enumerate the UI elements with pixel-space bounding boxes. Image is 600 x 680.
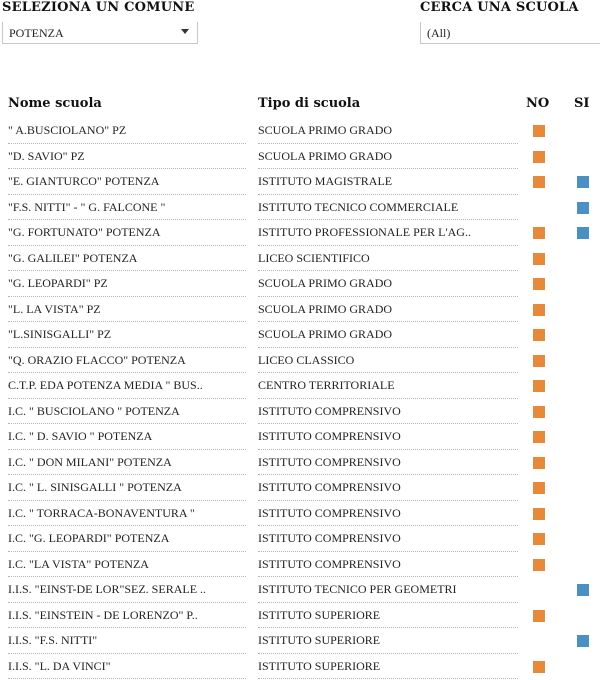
si-cell bbox=[573, 144, 593, 170]
header-nome-scuola[interactable]: Nome scuola bbox=[8, 96, 102, 111]
table-row[interactable] bbox=[0, 297, 600, 323]
no-cell bbox=[529, 271, 549, 297]
no-square-marker[interactable] bbox=[533, 406, 545, 418]
school-type: ISTITUTO COMPRENSIVO bbox=[258, 475, 518, 501]
no-cell bbox=[529, 475, 549, 501]
si-cell bbox=[573, 450, 593, 476]
table-row[interactable] bbox=[0, 450, 600, 476]
table-row[interactable] bbox=[0, 246, 600, 272]
si-cell bbox=[573, 297, 593, 323]
no-square-marker[interactable] bbox=[533, 304, 545, 316]
no-cell bbox=[529, 577, 549, 603]
school-type: SCUOLA PRIMO GRADO bbox=[258, 271, 518, 297]
si-cell bbox=[573, 603, 593, 629]
si-cell bbox=[573, 322, 593, 348]
table-row[interactable] bbox=[0, 399, 600, 425]
header-no[interactable]: NO bbox=[526, 96, 550, 111]
no-square-marker[interactable] bbox=[533, 508, 545, 520]
si-square-marker[interactable] bbox=[577, 635, 589, 647]
school-name: "Q. ORAZIO FLACCO" POTENZA bbox=[8, 348, 246, 374]
no-square-marker[interactable] bbox=[533, 125, 545, 137]
si-square-marker[interactable] bbox=[577, 584, 589, 596]
no-cell bbox=[529, 654, 549, 680]
no-square-marker[interactable] bbox=[533, 457, 545, 469]
no-square-marker[interactable] bbox=[533, 253, 545, 265]
no-square-marker[interactable] bbox=[533, 533, 545, 545]
si-cell bbox=[573, 271, 593, 297]
no-cell bbox=[529, 169, 549, 195]
si-cell bbox=[573, 246, 593, 272]
school-type: ISTITUTO COMPRENSIVO bbox=[258, 399, 518, 425]
no-square-marker[interactable] bbox=[533, 176, 545, 188]
school-name: I.C. " L. SINISGALLI " POTENZA bbox=[8, 475, 246, 501]
no-cell bbox=[529, 220, 549, 246]
si-cell bbox=[573, 628, 593, 654]
no-cell bbox=[529, 399, 549, 425]
scuola-select[interactable] bbox=[420, 22, 600, 44]
table-row[interactable] bbox=[0, 271, 600, 297]
school-name: " A.BUSCIOLANO" PZ bbox=[8, 118, 246, 144]
school-type: SCUOLA PRIMO GRADO bbox=[258, 297, 518, 323]
school-name: "L.SINISGALLI" PZ bbox=[8, 322, 246, 348]
comune-filter-label: SELEZIONA UN COMUNE bbox=[2, 0, 195, 15]
school-name: I.C. " TORRACA-BONAVENTURA " bbox=[8, 501, 246, 527]
no-square-marker[interactable] bbox=[533, 661, 545, 673]
no-square-marker[interactable] bbox=[533, 482, 545, 494]
si-square-marker[interactable] bbox=[577, 202, 589, 214]
si-cell bbox=[573, 475, 593, 501]
no-cell bbox=[529, 526, 549, 552]
table-row[interactable] bbox=[0, 373, 600, 399]
school-name: I.C. " D. SAVIO " POTENZA bbox=[8, 424, 246, 450]
table-row[interactable] bbox=[0, 603, 600, 629]
school-name: I.I.S. "EINSTEIN - DE LORENZO" P.. bbox=[8, 603, 246, 629]
no-cell bbox=[529, 348, 549, 374]
si-cell bbox=[573, 220, 593, 246]
chevron-down-icon bbox=[181, 29, 189, 34]
school-type: ISTITUTO COMPRENSIVO bbox=[258, 450, 518, 476]
table-row[interactable] bbox=[0, 322, 600, 348]
si-square-marker[interactable] bbox=[577, 176, 589, 188]
school-type: ISTITUTO COMPRENSIVO bbox=[258, 526, 518, 552]
si-cell bbox=[573, 526, 593, 552]
si-square-marker[interactable] bbox=[577, 227, 589, 239]
school-type: CENTRO TERRITORIALE bbox=[258, 373, 518, 399]
table-row[interactable] bbox=[0, 526, 600, 552]
table-row[interactable] bbox=[0, 654, 600, 680]
school-type: ISTITUTO COMPRENSIVO bbox=[258, 424, 518, 450]
no-cell bbox=[529, 373, 549, 399]
school-name: I.I.S. "F.S. NITTI" bbox=[8, 628, 246, 654]
no-square-marker[interactable] bbox=[533, 355, 545, 367]
school-type: ISTITUTO PROFESSIONALE PER L'AG.. bbox=[258, 220, 518, 246]
school-type: LICEO SCIENTIFICO bbox=[258, 246, 518, 272]
table-row[interactable] bbox=[0, 424, 600, 450]
header-si[interactable]: SI bbox=[574, 96, 590, 111]
school-name: C.T.P. EDA POTENZA MEDIA " BUS.. bbox=[8, 373, 246, 399]
no-cell bbox=[529, 628, 549, 654]
school-name: "G. FORTUNATO" POTENZA bbox=[8, 220, 246, 246]
school-type: SCUOLA PRIMO GRADO bbox=[258, 118, 518, 144]
si-cell bbox=[573, 118, 593, 144]
no-square-marker[interactable] bbox=[533, 151, 545, 163]
no-cell bbox=[529, 501, 549, 527]
comune-select-value: POTENZA bbox=[9, 26, 64, 40]
table-row[interactable] bbox=[0, 475, 600, 501]
school-type: ISTITUTO TECNICO COMMERCIALE bbox=[258, 195, 518, 221]
school-type: ISTITUTO COMPRENSIVO bbox=[258, 552, 518, 578]
no-square-marker[interactable] bbox=[533, 559, 545, 571]
no-cell bbox=[529, 552, 549, 578]
table-row[interactable] bbox=[0, 628, 600, 654]
header-tipo-scuola[interactable]: Tipo di scuola bbox=[258, 96, 361, 111]
school-name: "G. GALILEI" POTENZA bbox=[8, 246, 246, 272]
table-row[interactable] bbox=[0, 220, 600, 246]
school-type: SCUOLA PRIMO GRADO bbox=[258, 322, 518, 348]
si-cell bbox=[573, 654, 593, 680]
no-cell bbox=[529, 322, 549, 348]
no-square-marker[interactable] bbox=[533, 431, 545, 443]
table-row[interactable] bbox=[0, 144, 600, 170]
table-row[interactable] bbox=[0, 195, 600, 221]
si-cell bbox=[573, 577, 593, 603]
school-name: I.C. "LA VISTA" POTENZA bbox=[8, 552, 246, 578]
school-type: ISTITUTO COMPRENSIVO bbox=[258, 501, 518, 527]
school-name: I.C. "G. LEOPARDI" POTENZA bbox=[8, 526, 246, 552]
si-cell bbox=[573, 169, 593, 195]
school-name: "D. SAVIO" PZ bbox=[8, 144, 246, 170]
no-cell bbox=[529, 603, 549, 629]
school-name: "G. LEOPARDI" PZ bbox=[8, 271, 246, 297]
table-header bbox=[0, 96, 600, 118]
no-square-marker[interactable] bbox=[533, 278, 545, 290]
school-name: I.C. " DON MILANI" POTENZA bbox=[8, 450, 246, 476]
school-type: ISTITUTO SUPERIORE bbox=[258, 628, 518, 654]
table-row[interactable] bbox=[0, 118, 600, 144]
no-cell bbox=[529, 144, 549, 170]
no-cell bbox=[529, 450, 549, 476]
school-type: ISTITUTO MAGISTRALE bbox=[258, 169, 518, 195]
school-name: "E. GIANTURCO" POTENZA bbox=[8, 169, 246, 195]
school-type: LICEO CLASSICO bbox=[258, 348, 518, 374]
no-cell bbox=[529, 118, 549, 144]
scuola-filter-label: CERCA UNA SCUOLA bbox=[420, 0, 579, 15]
school-name: "L. LA VISTA" PZ bbox=[8, 297, 246, 323]
school-name: I.I.S. "L. DA VINCI" bbox=[8, 654, 246, 680]
no-cell bbox=[529, 246, 549, 272]
si-cell bbox=[573, 501, 593, 527]
table-row[interactable] bbox=[0, 501, 600, 527]
school-name: "F.S. NITTI" - " G. FALCONE " bbox=[8, 195, 246, 221]
school-type: ISTITUTO SUPERIORE bbox=[258, 654, 518, 680]
si-cell bbox=[573, 348, 593, 374]
table-row[interactable] bbox=[0, 577, 600, 603]
no-square-marker[interactable] bbox=[533, 610, 545, 622]
si-cell bbox=[573, 373, 593, 399]
si-cell bbox=[573, 399, 593, 425]
school-type: ISTITUTO SUPERIORE bbox=[258, 603, 518, 629]
si-cell bbox=[573, 552, 593, 578]
table-row[interactable] bbox=[0, 348, 600, 374]
si-cell bbox=[573, 424, 593, 450]
table-row[interactable] bbox=[0, 169, 600, 195]
no-cell bbox=[529, 424, 549, 450]
no-square-marker[interactable] bbox=[533, 380, 545, 392]
school-type: ISTITUTO TECNICO PER GEOMETRI bbox=[258, 577, 518, 603]
school-table bbox=[0, 118, 600, 679]
no-cell bbox=[529, 297, 549, 323]
school-type: SCUOLA PRIMO GRADO bbox=[258, 144, 518, 170]
school-name: I.I.S. "EINST-DE LOR"SEZ. SERALE .. bbox=[8, 577, 246, 603]
no-cell bbox=[529, 195, 549, 221]
no-square-marker[interactable] bbox=[533, 329, 545, 341]
no-square-marker[interactable] bbox=[533, 227, 545, 239]
scuola-select-value: (All) bbox=[427, 26, 451, 40]
table-row[interactable] bbox=[0, 552, 600, 578]
school-name: I.C. " BUSCIOLANO " POTENZA bbox=[8, 399, 246, 425]
si-cell bbox=[573, 195, 593, 221]
comune-select[interactable] bbox=[2, 22, 198, 44]
